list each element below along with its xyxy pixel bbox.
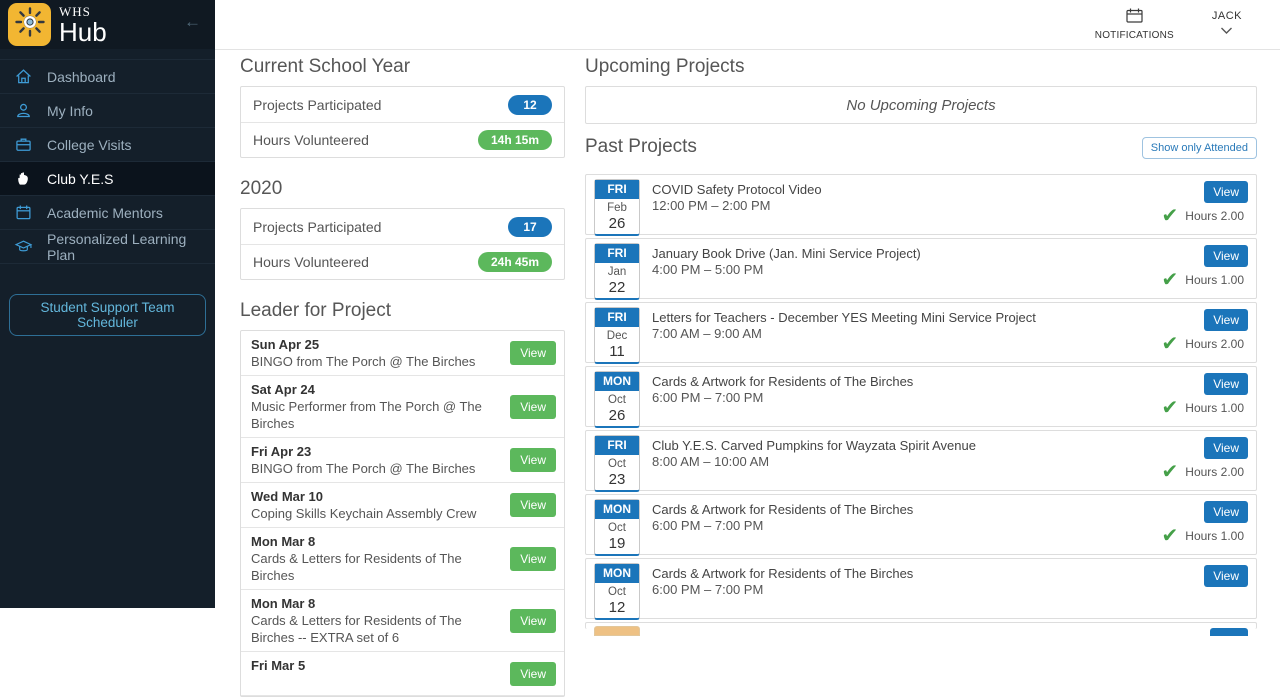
past-project-title: Cards & Artwork for Residents of The Birches bbox=[652, 566, 914, 581]
home-icon bbox=[15, 68, 32, 85]
date-badge-day: 23 bbox=[608, 471, 626, 488]
date-badge-weekday: FRI bbox=[595, 308, 639, 327]
view-button[interactable]: View bbox=[1204, 501, 1248, 523]
stat-label: Projects Participated bbox=[253, 96, 382, 113]
leader-project-description: BINGO from The Porch @ The Birches bbox=[251, 354, 476, 369]
date-badge-month: Oct bbox=[608, 394, 626, 406]
leader-project-description: Coping Skills Keychain Assembly Crew bbox=[251, 506, 477, 521]
sidebar-item-label: Academic Mentors bbox=[47, 204, 163, 221]
past-project-row bbox=[585, 302, 1257, 363]
leader-project-row bbox=[241, 438, 564, 483]
date-badge-partial bbox=[594, 626, 640, 636]
date-badge-day: 26 bbox=[608, 407, 626, 424]
current-year-stats-card bbox=[240, 86, 565, 158]
view-button[interactable]: View bbox=[1204, 245, 1248, 267]
past-project-title: Club Y.E.S. Carved Pumpkins for Wayzata Spirit Avenue bbox=[652, 438, 976, 453]
stat-value-badge: 12 bbox=[508, 95, 552, 115]
leader-project-date: Sun Apr 25 bbox=[251, 337, 320, 352]
date-badge bbox=[594, 499, 640, 556]
sidebar-nav bbox=[0, 59, 215, 264]
sidebar-item-dashboard[interactable] bbox=[0, 60, 215, 94]
date-badge-month: Jan bbox=[607, 266, 627, 278]
hand-icon bbox=[15, 170, 32, 187]
leader-project-date: Mon Mar 8 bbox=[251, 534, 316, 549]
hours-value: Hours 1.00 bbox=[1185, 273, 1244, 287]
date-badge-day: 19 bbox=[608, 535, 626, 552]
past-projects-list bbox=[585, 174, 1257, 629]
brand-whs: WHS bbox=[59, 3, 91, 19]
attended-check-icon: ✔ bbox=[1161, 525, 1179, 547]
leader-for-project-heading: Leader for Project bbox=[240, 300, 392, 321]
stat-row bbox=[241, 87, 564, 122]
date-badge-weekday: MON bbox=[595, 564, 639, 583]
sidebar-item-label: My Info bbox=[47, 102, 93, 119]
brand-hub: Hub bbox=[59, 16, 107, 47]
date-badge-weekday: MON bbox=[595, 372, 639, 391]
leader-project-description: Music Performer from The Porch @ The Birches bbox=[251, 399, 482, 431]
attended-check-icon: ✔ bbox=[1161, 269, 1179, 291]
calendar-icon bbox=[15, 204, 32, 221]
attendance-hours bbox=[1162, 462, 1244, 482]
no-upcoming-projects-message: No Upcoming Projects bbox=[846, 96, 996, 114]
date-badge bbox=[594, 243, 640, 300]
view-button[interactable]: View bbox=[1204, 437, 1248, 459]
view-button[interactable]: View bbox=[510, 341, 556, 365]
show-only-attended-button[interactable]: Show only Attended bbox=[1142, 137, 1257, 159]
leader-project-date: Sat Apr 24 bbox=[251, 382, 315, 397]
logo-row bbox=[0, 0, 215, 49]
date-badge-day: 12 bbox=[608, 599, 626, 616]
stat-label: Hours Volunteered bbox=[253, 254, 369, 270]
date-badge bbox=[594, 371, 640, 428]
date-badge-weekday: FRI bbox=[595, 244, 639, 263]
past-project-time: 12:00 PM – 2:00 PM bbox=[652, 198, 771, 213]
sidebar bbox=[0, 0, 215, 608]
hours-value: Hours 1.00 bbox=[1185, 529, 1244, 543]
briefcase-icon bbox=[15, 136, 32, 153]
leader-project-date: Fri Apr 23 bbox=[251, 444, 312, 459]
view-button[interactable]: View bbox=[1204, 181, 1248, 203]
leader-for-project-list bbox=[240, 330, 565, 697]
date-badge-month: Dec bbox=[606, 330, 628, 342]
attended-check-icon: ✔ bbox=[1161, 461, 1179, 483]
leader-project-date: Wed Mar 10 bbox=[251, 489, 324, 504]
past-project-row bbox=[585, 558, 1257, 619]
past-project-time: 4:00 PM – 5:00 PM bbox=[652, 262, 764, 277]
view-button[interactable]: View bbox=[510, 662, 556, 686]
past-project-title: Cards & Artwork for Residents of The Birches bbox=[652, 374, 914, 389]
year-2020-stats-card bbox=[240, 208, 565, 280]
leader-project-date: Fri Mar 5 bbox=[251, 658, 306, 673]
past-project-title: Letters for Teachers - December YES Meeting Mini Service Project bbox=[652, 310, 1036, 325]
stat-value-badge: 14h 15m bbox=[478, 130, 552, 150]
attended-check-icon: ✔ bbox=[1161, 205, 1179, 227]
sidebar-item-label: Personalized Learning Plan bbox=[47, 230, 187, 263]
leader-project-description: Cards & Letters for Residents of The Birches -- EXTRA set of 6 bbox=[251, 613, 462, 645]
past-project-row bbox=[585, 494, 1257, 555]
view-button-partial bbox=[1210, 628, 1248, 636]
user-icon bbox=[15, 102, 32, 119]
stat-value-badge: 17 bbox=[508, 217, 552, 237]
sidebar-item-personalized-learning-plan[interactable] bbox=[0, 230, 215, 264]
leader-project-row bbox=[241, 483, 564, 528]
main-content bbox=[215, 50, 1280, 681]
past-project-title: January Book Drive (Jan. Mini Service Project) bbox=[652, 246, 921, 261]
leader-project-date: Mon Mar 8 bbox=[251, 596, 316, 611]
date-badge-weekday: FRI bbox=[595, 436, 639, 455]
past-project-time: 6:00 PM – 7:00 PM bbox=[652, 390, 764, 405]
notifications-label: NOTIFICATIONS bbox=[1094, 30, 1174, 41]
sun-icon bbox=[15, 7, 45, 42]
sidebar-item-my-info[interactable] bbox=[0, 94, 215, 128]
past-projects-header bbox=[585, 130, 1257, 166]
sidebar-item-college-visits[interactable] bbox=[0, 128, 215, 162]
view-button[interactable]: View bbox=[1204, 309, 1248, 331]
past-project-time: 8:00 AM – 10:00 AM bbox=[652, 454, 770, 469]
upcoming-projects-card bbox=[585, 86, 1257, 124]
past-project-title: Cards & Artwork for Residents of The Birches bbox=[652, 502, 914, 517]
view-button[interactable]: View bbox=[510, 395, 556, 419]
leader-project-description: BINGO from The Porch @ The Birches bbox=[251, 461, 476, 476]
past-project-title: COVID Safety Protocol Video bbox=[652, 182, 822, 197]
stat-label: Projects Participated bbox=[253, 218, 382, 235]
attendance-hours bbox=[1162, 334, 1244, 354]
date-badge-month: Oct bbox=[608, 458, 626, 470]
past-project-time: 6:00 PM – 7:00 PM bbox=[652, 518, 764, 533]
view-button[interactable]: View bbox=[1204, 565, 1248, 587]
attended-check-icon: ✔ bbox=[1161, 333, 1179, 355]
attendance-hours bbox=[1162, 526, 1244, 546]
past-project-row bbox=[585, 366, 1257, 427]
stat-row bbox=[241, 122, 564, 157]
user-menu[interactable] bbox=[1212, 10, 1242, 40]
past-project-row bbox=[585, 174, 1257, 235]
upcoming-projects-heading: Upcoming Projects bbox=[585, 56, 745, 77]
whs-hub-logo[interactable] bbox=[8, 3, 51, 46]
student-support-team-scheduler-button[interactable]: Student Support Team Scheduler bbox=[9, 294, 206, 336]
past-project-time: 6:00 PM – 7:00 PM bbox=[652, 582, 764, 597]
stats-column bbox=[240, 50, 565, 681]
past-project-row bbox=[585, 430, 1257, 491]
sidebar-collapse-arrow-icon[interactable]: ← bbox=[184, 12, 201, 31]
hours-value: Hours 2.00 bbox=[1185, 465, 1244, 479]
date-badge bbox=[594, 563, 640, 620]
view-button[interactable]: View bbox=[510, 448, 556, 472]
current-school-year-heading: Current School Year bbox=[240, 56, 411, 77]
view-button[interactable]: View bbox=[510, 609, 556, 633]
topbar bbox=[215, 0, 1280, 50]
date-badge-day: 22 bbox=[608, 279, 626, 296]
scheduler-wrap bbox=[0, 264, 215, 336]
gradcap-icon bbox=[15, 238, 32, 255]
view-button[interactable]: View bbox=[1204, 373, 1248, 395]
chevron-down-icon bbox=[1220, 22, 1233, 40]
leader-project-row bbox=[241, 528, 564, 590]
logo-text bbox=[59, 5, 107, 45]
past-project-row bbox=[585, 238, 1257, 299]
date-badge-month: Oct bbox=[608, 522, 626, 534]
stat-label: Hours Volunteered bbox=[253, 132, 369, 148]
attendance-hours bbox=[1162, 398, 1244, 418]
user-name: JACK bbox=[1211, 9, 1242, 22]
sidebar-item-label: Club Y.E.S bbox=[47, 170, 114, 187]
date-badge bbox=[594, 435, 640, 492]
leader-project-row bbox=[241, 652, 564, 696]
hours-value: Hours 2.00 bbox=[1185, 337, 1244, 351]
attendance-hours bbox=[1162, 206, 1244, 226]
date-badge-month: Feb bbox=[607, 202, 627, 214]
notifications-button[interactable] bbox=[1095, 8, 1174, 41]
date-badge-weekday: FRI bbox=[595, 180, 639, 199]
leader-project-row bbox=[241, 376, 564, 438]
view-button[interactable]: View bbox=[510, 547, 556, 571]
notifications-calendar-icon bbox=[1126, 8, 1143, 28]
past-project-row-partial bbox=[585, 622, 1257, 629]
leader-project-row bbox=[241, 590, 564, 652]
past-project-time: 7:00 AM – 9:00 AM bbox=[652, 326, 762, 341]
date-badge-weekday: MON bbox=[595, 500, 639, 519]
leader-project-row bbox=[241, 331, 564, 376]
date-badge-day: 26 bbox=[608, 215, 626, 232]
past-projects-heading: Past Projects bbox=[585, 136, 697, 157]
sidebar-item-label: Dashboard bbox=[47, 68, 116, 85]
hours-value: Hours 1.00 bbox=[1185, 401, 1244, 415]
sidebar-item-club-y-e-s[interactable] bbox=[0, 162, 215, 196]
view-button[interactable]: View bbox=[510, 493, 556, 517]
sidebar-item-academic-mentors[interactable] bbox=[0, 196, 215, 230]
stat-value-badge: 24h 45m bbox=[478, 252, 552, 272]
stat-row bbox=[241, 244, 564, 279]
leader-project-description: Cards & Letters for Residents of The Birches bbox=[251, 551, 462, 583]
date-badge bbox=[594, 179, 640, 236]
projects-column bbox=[585, 50, 1257, 616]
sidebar-item-label: College Visits bbox=[47, 136, 132, 153]
attended-check-icon: ✔ bbox=[1161, 397, 1179, 419]
year-2020-heading: 2020 bbox=[240, 178, 283, 199]
attendance-hours bbox=[1162, 270, 1244, 290]
date-badge-month: Oct bbox=[608, 586, 626, 598]
date-badge bbox=[594, 307, 640, 364]
hours-value: Hours 2.00 bbox=[1185, 209, 1244, 223]
date-badge-day: 11 bbox=[609, 343, 625, 360]
stat-row bbox=[241, 209, 564, 244]
